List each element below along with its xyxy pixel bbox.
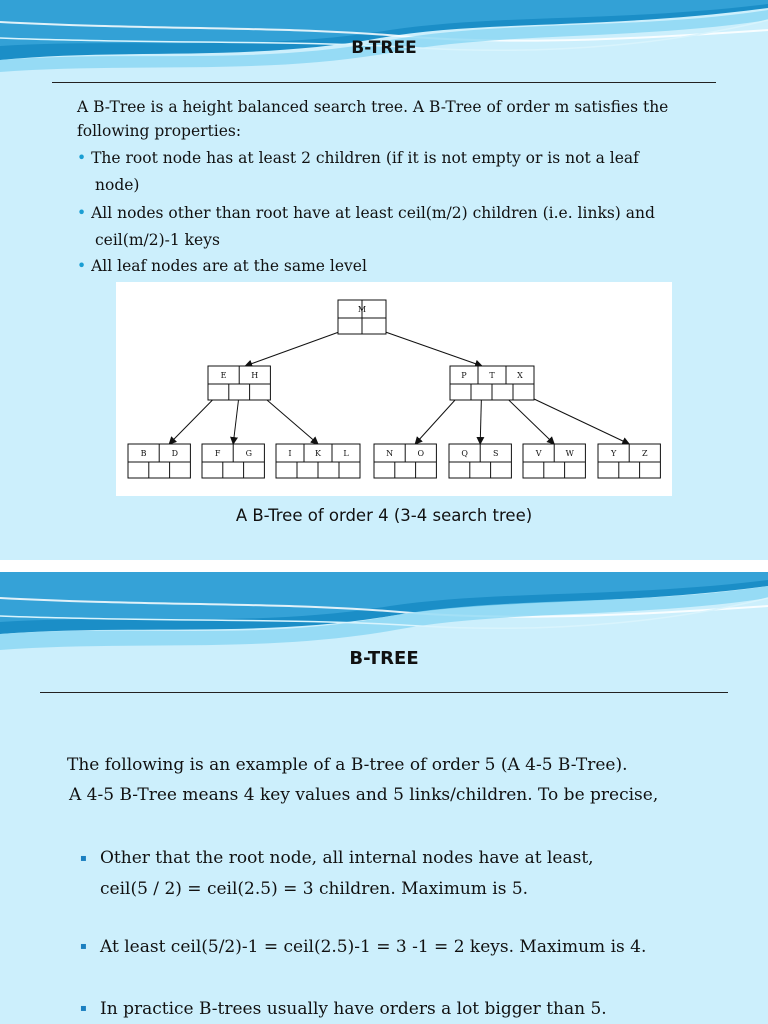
node-key: D	[171, 449, 179, 458]
btree-leaf-node	[449, 444, 511, 478]
bullet-text-cont: node)	[95, 176, 140, 194]
node-key: X	[517, 371, 523, 380]
node-key: Z	[642, 449, 648, 458]
node-key: F	[214, 449, 221, 458]
intro-line-2: following properties:	[77, 122, 242, 140]
node-key: W	[565, 449, 574, 458]
node-key: G	[245, 449, 252, 458]
tree-edge	[503, 394, 555, 444]
bullet-marker: ▪	[80, 853, 87, 864]
btree-leaf-node	[128, 444, 190, 478]
slide-2	[0, 572, 768, 1024]
node-key: O	[417, 449, 425, 458]
node-key: H	[251, 371, 259, 380]
node-key: P	[461, 371, 467, 380]
bullet-text: At least ceil(5/2)-1 = ceil(2.5)-1 = 3 -1 = 2 keys. Maximum is 4.	[100, 937, 647, 957]
tree-edge	[245, 328, 350, 366]
bullet-text-cont: ceil(m/2)-1 keys	[95, 231, 220, 249]
btree-leaf-node	[523, 444, 585, 478]
tree-edge	[260, 394, 318, 444]
node-key: V	[535, 449, 542, 458]
title-divider	[40, 692, 728, 693]
bullet-text: All nodes other than root have at least ceil(m/2) children (i.e. links) and	[91, 204, 655, 222]
btree-leaf-node	[374, 444, 436, 478]
bullet-marker: •	[77, 149, 87, 167]
bullet-marker: ▪	[80, 941, 87, 952]
intro-line-1: A B-Tree is a height balanced search tree. A B-Tree of order m satisfies the	[77, 98, 669, 116]
btree-root-node	[338, 300, 386, 334]
bullet-text: In practice B-trees usually have orders a lot bigger than 5.	[100, 999, 607, 1019]
slide-2-title: B-TREE	[349, 648, 419, 669]
tree-edge	[415, 394, 460, 444]
order-bullet-2	[80, 934, 646, 960]
diagram-caption: A B-Tree of order 4 (3-4 search tree)	[235, 506, 533, 525]
node-key: I	[288, 449, 292, 458]
btree-diagram	[116, 282, 672, 496]
node-key: L	[343, 449, 349, 458]
tree-edge	[524, 394, 630, 444]
btree-svg	[116, 282, 672, 496]
node-key: Y	[610, 449, 617, 458]
bullet-text: The root node has at least 2 children (if it is not empty or is not a leaf	[91, 149, 639, 167]
property-bullet-2	[77, 200, 655, 254]
btree-leaf-node	[598, 444, 660, 478]
node-key: T	[489, 371, 495, 380]
tree-edge	[480, 394, 481, 444]
node-key: Q	[461, 449, 468, 458]
bullet-marker: •	[77, 257, 87, 275]
tree-edge	[374, 328, 482, 366]
bullet-marker: ▪	[80, 1003, 87, 1014]
example-paragraph	[67, 750, 658, 810]
node-key: E	[220, 371, 227, 380]
btree-leaf-node	[202, 444, 264, 478]
para-line-2: A 4-5 B-Tree means 4 key values and 5 links/children. To be precise,	[69, 785, 659, 805]
order-bullet-3	[80, 996, 607, 1022]
node-key: N	[386, 449, 394, 458]
btree-internal-node	[208, 366, 270, 400]
btree-leaf-node	[276, 444, 360, 478]
bullet-marker: •	[77, 204, 87, 222]
title-divider	[52, 82, 716, 83]
property-bullet-3	[77, 254, 367, 278]
order-bullet-1	[80, 843, 594, 905]
para-line-1: The following is an example of a B-tree of order 5 (A 4-5 B-Tree).	[67, 755, 628, 775]
slide-1-title: B-TREE	[351, 38, 417, 58]
node-key: S	[493, 449, 499, 458]
bullet-text: All leaf nodes are at the same level	[91, 257, 367, 275]
node-key: M	[357, 305, 367, 314]
bullet-text-cont: ceil(5 / 2) = ceil(2.5) = 3 children. Maximum is 5.	[100, 879, 529, 899]
bullet-text: Other that the root node, all internal nodes have at least,	[100, 848, 594, 868]
btree-internal-node	[450, 366, 534, 400]
property-bullet-1	[77, 145, 639, 199]
tree-edge	[169, 394, 218, 444]
intro-paragraph	[77, 95, 668, 143]
node-key: B	[140, 449, 147, 458]
tree-edge	[233, 394, 239, 444]
node-key: K	[315, 449, 321, 458]
